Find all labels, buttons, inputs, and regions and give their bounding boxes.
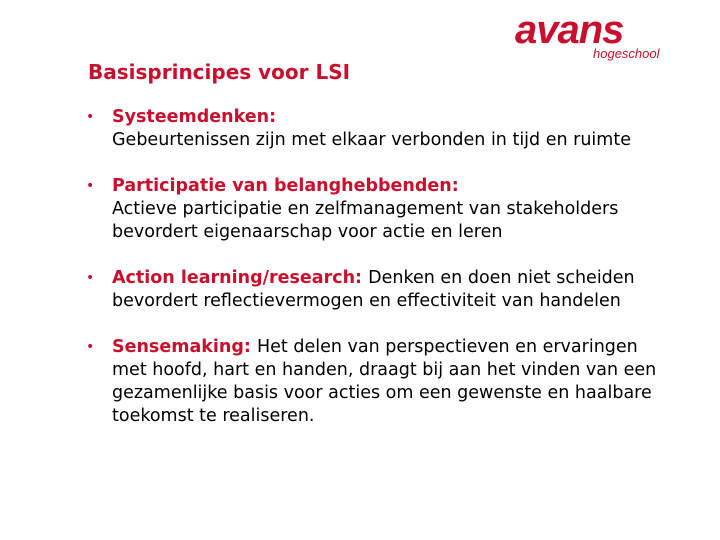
bullet-term: Sensemaking:: [112, 337, 257, 357]
bullet-text: Gebeurtenissen zijn met elkaar verbonden in tijd en ruimte: [112, 130, 631, 150]
bullet-text: Actieve participatie en zelfmanagement van stakeholders bevordert eigenaarschap voor actie en leren: [112, 199, 619, 242]
bullet-icon: •: [86, 109, 95, 125]
slide-title: Basisprincipes voor LSI: [88, 60, 351, 84]
bullet-text: Denken en doen niet scheiden bevordert reflectievermogen en effectiviteit van handelen: [112, 268, 635, 311]
bullet-icon: •: [86, 270, 95, 286]
bullet-term: Participatie van belanghebbenden:: [112, 176, 459, 196]
bullet-participatie: [86, 175, 676, 244]
bullet-icon: •: [86, 178, 95, 194]
bullet-list: [86, 106, 676, 428]
bullet-icon: •: [86, 339, 95, 355]
logo-brand: avans: [515, 8, 624, 52]
bullet-sensemaking: [86, 336, 676, 428]
bullet-systeemdenken: [86, 106, 676, 152]
bullet-term: Action learning/research:: [112, 268, 369, 288]
bullet-term: Systeemdenken:: [112, 107, 277, 127]
avans-logo: [515, 8, 695, 66]
bullet-text: Het delen van perspectieven en ervaringen met hoofd, hart en handen, draagt bij aan het vinden van een gezamenlijke basis voor acties om een gewenste en haalbare toekomst te realiseren.: [112, 337, 657, 426]
logo-subtitle: hogeschool: [593, 46, 660, 61]
bullet-action-learning: [86, 267, 676, 313]
